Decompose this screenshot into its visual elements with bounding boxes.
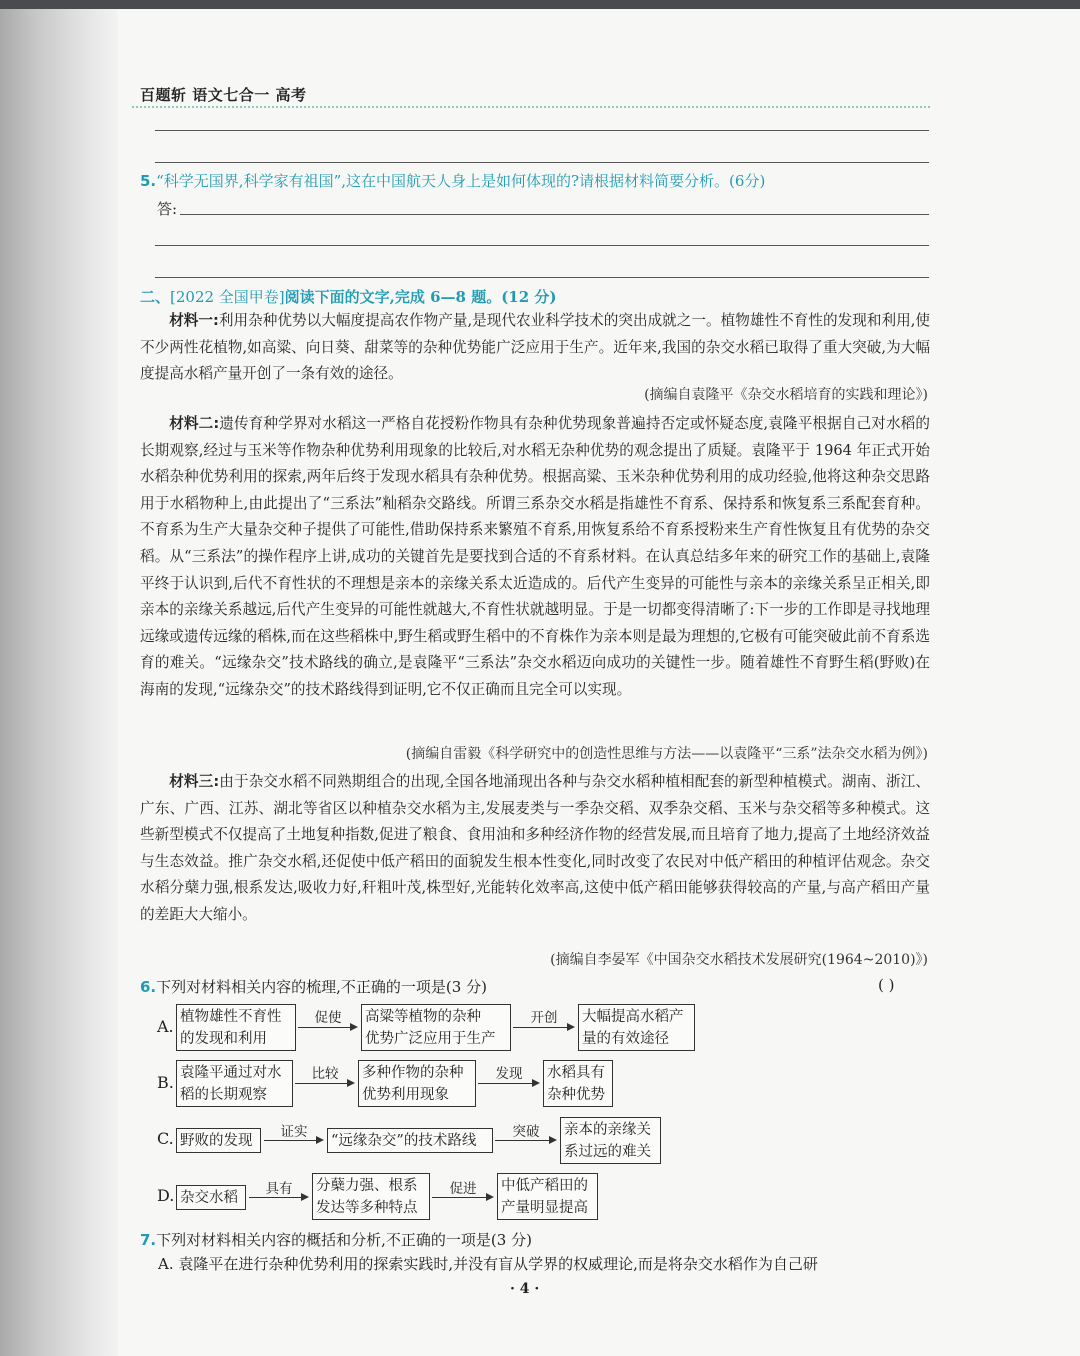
answer-line xyxy=(155,245,929,246)
flow-box-line: 系过远的难关 xyxy=(564,1144,651,1160)
option-letter: A. xyxy=(157,1017,174,1036)
material-text: 利用杂种优势以大幅度提高农作物产量,是现代农业科学技术的突出成就之一。植物雄性不育性的发现和利用,使不少两性花植物,如高粱、向日葵、甜菜等的杂种优势能广泛应用于生产。近年来,我国的杂交水稻已取得了重大突破,为大幅度提高水稻产量开创了一条有效的途径。 xyxy=(140,312,930,383)
answer-line xyxy=(155,130,929,131)
flow-box-line: 优势广泛应用于生产 xyxy=(365,1031,496,1047)
flow-arrow xyxy=(432,1197,492,1198)
arrow-label: 证实 xyxy=(280,1124,308,1140)
flow-box xyxy=(176,1004,296,1051)
arrow-label: 比较 xyxy=(311,1066,339,1082)
flow-box xyxy=(312,1173,430,1220)
flow-arrow xyxy=(478,1083,538,1084)
material-2 xyxy=(140,411,930,704)
header-divider xyxy=(132,106,930,108)
flow-box xyxy=(176,1185,246,1210)
flow-box xyxy=(578,1004,695,1051)
flow-box-line: 袁隆平通过对水 xyxy=(180,1065,282,1081)
flow-box-line: “远缘杂交”的技术路线 xyxy=(331,1133,477,1149)
arrow-label: 突破 xyxy=(512,1124,540,1140)
question-6 xyxy=(140,976,487,997)
flow-box xyxy=(358,1060,476,1107)
flow-arrow xyxy=(495,1140,555,1141)
option-letter: D. xyxy=(157,1186,175,1205)
material-text: 遗传育种学界对水稻这一严格自花授粉作物具有杂种优势现象普遍持否定或怀疑态度,袁隆平根据自己对水稻的长期观察,经过与玉米等作物杂种优势利用现象的比较后,对水稻无杂种优势的观念提出了质疑。袁隆平于 1964 年正式开始水稻杂种优势利用的探索,两年后终于发现水稻具有杂种优势。根据高粱、玉米杂种优势利用的成功经验,他将这种杂交思路用于水稻物种上,由此提出了“三系法”籼稻杂交路线。所谓三系杂交水稻是指雄性不育系、保持系和恢复系三系配套育种。不育系为生产大量杂交种子提供了可能性,借助保持系来繁殖不育系,用恢复系给不育系授粉来生产育性恢复且有优势的杂交稻。从“三系法”的操作程序上讲,成功的关键首先是要找到合适的不育系材料。在认真总结多年来的研究工作的基础上,袁隆平终于认识到,后代不育性状的不理想是亲本的亲缘关系太近造成的。后代产生变异的可能性与亲本的亲缘关系呈正相关,即亲本的亲缘关系越远,后代产生变异的可能性就越大,不育性状就越明显。于是一切都变得清晰了:下一步的工作即是寻找地理远缘或遗传远缘的稻株,而在这些稻株中,野生稻或野生稻中的不育株作为亲本则是最为理想的,它极有可能突破此前不育系选育的难关。“远缘杂交”技术路线的确立,是袁隆平“三系法”杂交水稻迈向成功的关键性一步。随着雄性不育野生稻(野败)在海南的发现,“远缘杂交”的技术路线得到证明,它不仅正确而且完全可以实现。 xyxy=(140,415,930,698)
arrow-label: 促进 xyxy=(449,1181,477,1197)
flow-box xyxy=(497,1173,598,1220)
arrow-label: 发现 xyxy=(495,1066,523,1082)
top-bar xyxy=(0,0,1080,9)
flow-box-line: 发达等多种特点 xyxy=(316,1200,418,1216)
question-5 xyxy=(140,170,765,191)
flow-box-line: 产量明显提高 xyxy=(501,1200,588,1216)
flow-box-line: 杂交水稻 xyxy=(180,1190,238,1206)
flow-box-line: 优势利用现象 xyxy=(362,1087,449,1103)
arrow-label: 具有 xyxy=(265,1181,293,1197)
flow-box-line: 野败的发现 xyxy=(180,1133,253,1149)
page-number: · 4 · xyxy=(510,1281,540,1297)
question-text: 下列对材料相关内容的梳理,不正确的一项是(3 分) xyxy=(156,978,487,996)
flow-box-line: 水稻具有 xyxy=(547,1065,605,1081)
flow-box-line: 的发现和利用 xyxy=(180,1031,267,1047)
flow-box xyxy=(327,1128,493,1153)
material-2-source: (摘编自雷毅《科学研究中的创造性思维与方法——以袁隆平“三系”法杂交水稻为例》) xyxy=(405,746,928,762)
flow-arrow xyxy=(298,1027,356,1028)
flow-box-line: 植物雄性不育性 xyxy=(180,1009,282,1025)
section-number: 二、 xyxy=(140,288,171,306)
material-1 xyxy=(140,308,930,388)
material-text: 由于杂交水稻不同熟期组合的出现,全国各地涌现出各种与杂交水稻种植相配套的新型种植模式。湖南、浙江、广东、广西、江苏、湖北等省区以种植杂交水稻为主,发展麦类与一季杂交稻、双季杂交稻、玉米与杂交稻等多种模式。这些新型模式不仅提高了土地复种指数,促进了粮食、食用油和多种经济作物的经营发展,而且培育了地力,提高了土地经济效益与生态效益。推广杂交水稻,还促使中低产稻田的面貌发生根本性变化,同时改变了农民对中低产稻田的种植评估观念。杂交水稻分蘖力强,根系发达,吸收力好,秆粗叶茂,株型好,光能转化效率高,这使中低产稻田能够获得较高的产量,与高产稻田产量的差距大大缩小。 xyxy=(140,773,930,923)
question-text: “科学无国界,科学家有祖国”,这在中国航天人身上是如何体现的?请根据材料简要分析。(6分) xyxy=(156,172,766,190)
answer-line xyxy=(155,277,929,278)
flow-arrow xyxy=(295,1083,353,1084)
running-head: 百题斩 语文七合一 高考 xyxy=(140,86,307,104)
answer-line xyxy=(180,214,929,215)
flow-box-line: 多种作物的杂种 xyxy=(362,1065,464,1081)
material-3-source: (摘编自李晏军《中国杂交水稻技术发展研究(1964~2010)》) xyxy=(550,952,928,968)
flow-box-line: 中低产稻田的 xyxy=(501,1178,588,1194)
flow-box-line: 稻的长期观察 xyxy=(180,1087,267,1103)
flow-box-line: 量的有效途径 xyxy=(582,1031,669,1047)
flow-box-line: 大幅提高水稻产 xyxy=(582,1009,684,1025)
answer-label: 答: xyxy=(157,200,178,218)
material-1-source: (摘编自袁隆平《杂交水稻培育的实践和理论》) xyxy=(644,387,928,403)
flow-box xyxy=(560,1117,661,1164)
flow-arrow xyxy=(264,1140,322,1141)
flow-arrow xyxy=(513,1027,573,1028)
question-text: 下列对材料相关内容的概括和分析,不正确的一项是(3 分) xyxy=(156,1231,532,1249)
answer-parentheses: ( ) xyxy=(878,976,895,994)
question-number: 7. xyxy=(140,1231,157,1249)
flow-box xyxy=(176,1128,261,1153)
arrow-label: 开创 xyxy=(530,1010,558,1026)
question-7-option-a: A. 袁隆平在进行杂种优势利用的探索实践时,并没有盲从学界的权威理论,而是将杂交水稻作为自己研 xyxy=(158,1255,818,1273)
question-7 xyxy=(140,1229,532,1250)
section-instruction: 阅读下面的文字,完成 6—8 题。(12 分) xyxy=(284,288,557,306)
flow-box-line: 分蘖力强、根系 xyxy=(316,1178,418,1194)
exam-source-tag: [2022 全国甲卷] xyxy=(170,288,285,306)
option-letter: B. xyxy=(157,1073,174,1092)
flow-box xyxy=(176,1060,293,1107)
answer-line xyxy=(155,162,929,163)
material-label: 材料二: xyxy=(169,415,220,432)
option-letter: C. xyxy=(157,1129,174,1148)
material-label: 材料三: xyxy=(169,773,220,790)
question-number: 6. xyxy=(140,978,157,996)
flow-box-line: 高粱等植物的杂种 xyxy=(365,1009,481,1025)
material-label: 材料一: xyxy=(169,312,219,329)
flow-box xyxy=(361,1004,511,1051)
arrow-label: 促使 xyxy=(314,1010,342,1026)
flow-box-line: 亲本的亲缘关 xyxy=(564,1122,651,1138)
flow-box xyxy=(543,1060,613,1107)
question-number: 5. xyxy=(140,172,157,190)
flow-box-line: 杂种优势 xyxy=(547,1087,605,1103)
book-spine-shadow xyxy=(0,9,125,1356)
flow-arrow xyxy=(249,1197,307,1198)
material-3 xyxy=(140,769,930,929)
section-2-heading xyxy=(140,286,557,307)
